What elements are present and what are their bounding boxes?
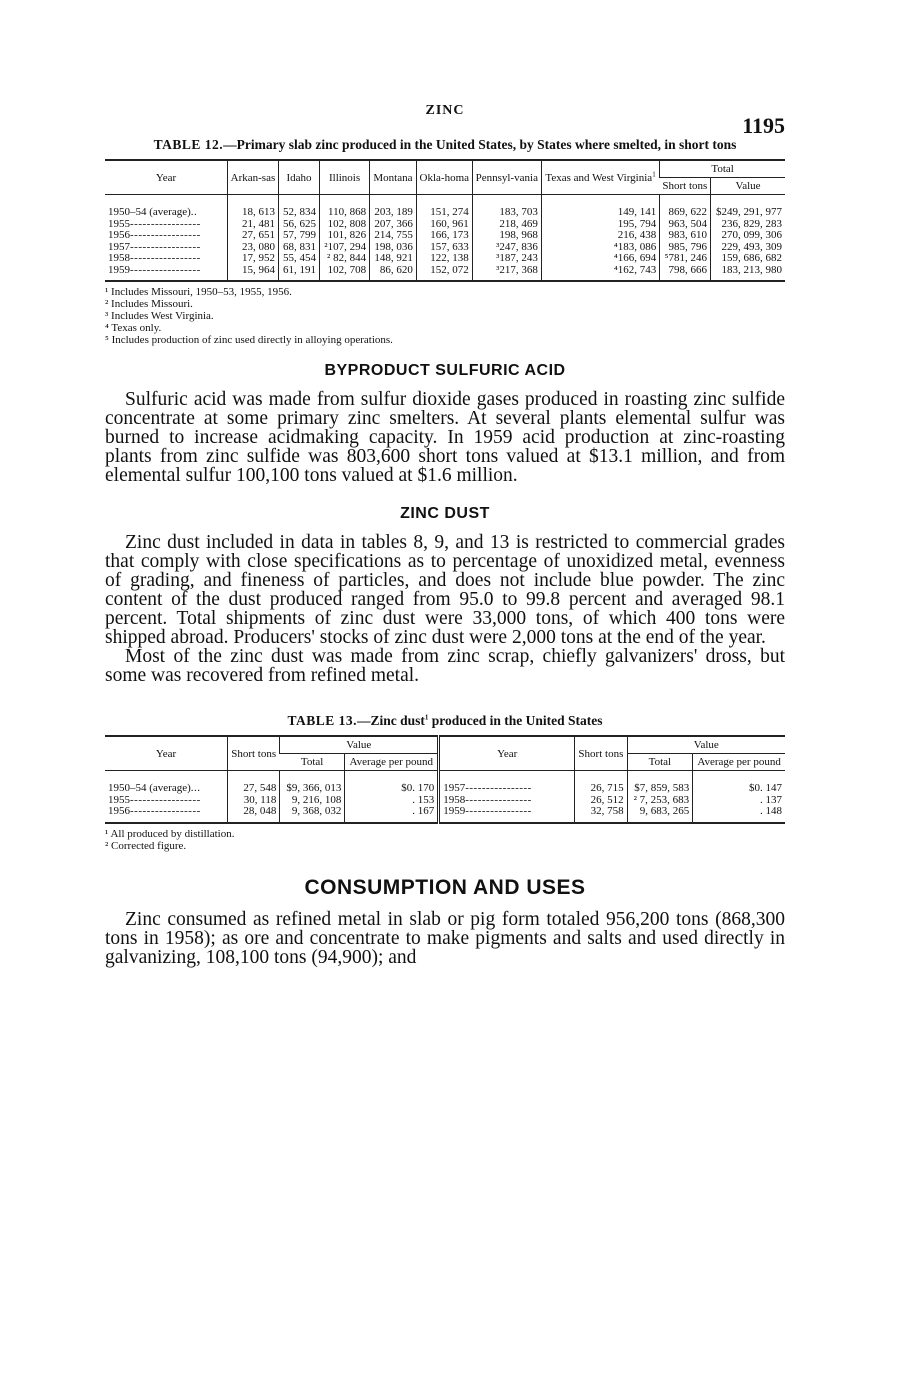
t13-year: 1950–54 (average)... xyxy=(108,782,201,794)
table13-caption xyxy=(105,713,785,729)
t12-cell: $249, 291, 977 xyxy=(710,195,785,219)
t12-year: 1950–54 (average).. xyxy=(108,206,198,218)
t12-cell: 198, 968 xyxy=(472,230,541,242)
t12-year: 1958----------------- xyxy=(108,252,201,264)
table-row xyxy=(105,253,785,265)
table-row xyxy=(105,265,785,282)
page-number: 1195 xyxy=(742,113,785,138)
t12-year: 1955----------------- xyxy=(108,217,201,230)
t12-cell: 15, 964 xyxy=(228,265,279,282)
t12-cell: ⁴166, 694 xyxy=(541,253,659,265)
t13-year-label: 1955 xyxy=(108,793,130,806)
t12-col-texas-wv xyxy=(541,160,659,195)
t12-cell: 160, 961 xyxy=(416,219,472,231)
table-row xyxy=(105,771,785,795)
t12-cell: 68, 831 xyxy=(278,242,319,254)
footnote: ² Corrected figure. xyxy=(105,839,187,852)
table12-caption-text: —Primary slab zinc produced in the United States, by States where smelted, in short tons xyxy=(223,137,737,152)
paragraph-consumption: Zinc consumed as refined metal in slab or pig form totaled 956,200 tons (868,300 tons in 1958); as ore and concentrate to make pigments and salts and used directly in galvanizing, 108,100 tons (94,900); and xyxy=(105,908,785,968)
t13-col-avg-left: Average per pound xyxy=(345,754,439,771)
t12-cell: 52, 834 xyxy=(278,195,319,219)
table-row xyxy=(105,806,785,823)
t12-cell: 27, 651 xyxy=(228,230,279,242)
t13-cell: . 137 xyxy=(693,795,785,807)
footnote: ¹ Includes Missouri, 1950–53, 1955, 1956. xyxy=(105,286,292,298)
t13-col-total-right: Total xyxy=(627,754,693,771)
t12-cell: 152, 072 xyxy=(416,265,472,282)
t12-cell: 983, 610 xyxy=(660,230,711,242)
t12-cell: 869, 622 xyxy=(660,195,711,219)
t12-cell: ²107, 294 xyxy=(320,242,370,254)
table13 xyxy=(105,735,785,824)
t12-cell: 18, 613 xyxy=(228,195,279,219)
t13-cell: 9, 683, 265 xyxy=(627,806,693,823)
t13-year-label: 1959 xyxy=(443,805,466,817)
t12-col-montana: Montana xyxy=(370,160,417,195)
t12-cell: 270, 099, 306 xyxy=(710,230,785,242)
t12-cell: 61, 191 xyxy=(278,265,319,282)
t12-col-total: Total xyxy=(660,160,785,178)
t13-cell: 9, 368, 032 xyxy=(280,806,345,823)
t13-cell: . 167 xyxy=(345,806,439,823)
t12-year-label: 1958 xyxy=(108,252,130,264)
t13-year: 1956----------------- xyxy=(105,806,228,823)
t12-year-label: 1957 xyxy=(108,240,130,253)
t12-year: 1959----------------- xyxy=(105,265,228,282)
table13-wrap xyxy=(105,713,785,852)
page xyxy=(105,95,785,967)
t12-col-illinois: Illinois xyxy=(320,160,370,195)
t12-col-oklahoma: Okla-homa xyxy=(416,160,472,195)
t12-cell: 23, 080 xyxy=(228,242,279,254)
t12-cell: 963, 504 xyxy=(660,219,711,231)
heading-sulfuric-acid: BYPRODUCT SULFURIC ACID xyxy=(324,362,566,379)
t13-cell: $7, 859, 583 xyxy=(627,771,693,795)
t13-col-value-right: Value xyxy=(627,736,785,754)
t12-year: 1957----------------- xyxy=(108,240,201,253)
t12-cell: 166, 173 xyxy=(416,230,472,242)
table-row xyxy=(105,230,785,242)
t12-cell: 102, 808 xyxy=(320,219,370,231)
paragraph-zinc-dust-1: Zinc dust included in data in tables 8, 9, and 13 is restricted to commercial grades that comply with close specifications as to percentage of unoxidized metal, evenness of grading, and fineness of particles, and does not include blue powder. The zinc content of the dust produced ranged from 95.0 to 99.8 percent and averaged 98.1 percent. Total shipments of zinc dust were 33,000 tons, of which 400 tons were shipped abroad. Producers' stocks of zinc dust were 2,000 tons at the end of the year. xyxy=(105,532,785,648)
paragraph-sulfuric-acid: Sulfuric acid was made from sulfur dioxide gases produced in roasting zinc sulfide concentrate at some primary zinc smelters. At several plants elemental sulfur was burned to increase acidmaking capacity. In 1959 acid production at zinc-roasting plants from zinc sulfide was 803,600 short tons valued at $13.1 million, and from elemental sulfur 100,100 tons valued at $1.6 million. xyxy=(105,389,785,486)
t12-cell: 101, 826 xyxy=(320,230,370,242)
t12-cell: 57, 799 xyxy=(278,230,319,242)
t12-cell: 195, 794 xyxy=(541,219,659,231)
t12-cell: ³187, 243 xyxy=(472,253,541,265)
t13-col-year-right: Year xyxy=(439,736,575,771)
t12-cell: 207, 366 xyxy=(370,219,417,231)
t13-year: 1959---------------- xyxy=(439,806,575,823)
t13-cell: . 148 xyxy=(693,806,785,823)
t13-year: 1958---------------- xyxy=(439,795,575,807)
t13-col-avg-right: Average per pound xyxy=(693,754,785,771)
t12-col-arkansas: Arkan-sas xyxy=(228,160,279,195)
t12-col-pennsylvania: Pennsyl-vania xyxy=(472,160,541,195)
t13-cell: 9, 216, 108 xyxy=(280,795,345,807)
t12-cell: ² 82, 844 xyxy=(320,253,370,265)
t13-cell: 26, 715 xyxy=(575,771,627,795)
t12-cell: 159, 686, 682 xyxy=(710,253,785,265)
t13-cell: $0. 170 xyxy=(345,771,439,795)
table13-caption-text: —Zinc dust xyxy=(356,713,425,728)
table-row xyxy=(105,195,785,219)
t12-year-label: 1955 xyxy=(108,217,130,230)
footnote: ¹ All produced by distillation. xyxy=(105,827,235,840)
t13-year-label: 1957 xyxy=(443,782,466,794)
t12-cell: 198, 036 xyxy=(370,242,417,254)
t12-cell: 21, 481 xyxy=(228,219,279,231)
t12-cell: 86, 620 xyxy=(370,265,417,282)
t12-cell: 110, 868 xyxy=(320,195,370,219)
t12-cell: ³247, 836 xyxy=(472,242,541,254)
t12-cell: ⁴162, 743 xyxy=(541,265,659,282)
table12 xyxy=(105,159,785,282)
t13-year-label: 1956 xyxy=(108,805,130,817)
t13-cell: $9, 366, 013 xyxy=(280,771,345,795)
footnote: ⁴ Texas only. xyxy=(105,322,162,334)
t13-cell: ² 7, 253, 683 xyxy=(627,795,693,807)
t12-col-texas-wv-sup: 1 xyxy=(652,169,656,178)
t12-col-value: Value xyxy=(710,178,785,195)
t13-col-year-left: Year xyxy=(105,736,228,771)
t13-year-label: 1958 xyxy=(443,793,466,806)
t12-cell: 149, 141 xyxy=(541,195,659,219)
t12-cell: 229, 493, 309 xyxy=(710,242,785,254)
t12-cell: 17, 952 xyxy=(228,253,279,265)
table12-footnotes xyxy=(105,286,785,346)
paragraph-zinc-dust-2: Most of the zinc dust was made from zinc scrap, chiefly galvanizers' dross, but some was recovered from refined metal. xyxy=(105,646,785,686)
t13-cell: 27, 548 xyxy=(228,771,280,795)
t12-cell: 183, 703 xyxy=(472,195,541,219)
t12-cell: 148, 921 xyxy=(370,253,417,265)
t12-cell: ³217, 368 xyxy=(472,265,541,282)
table13-caption-sup: 1 xyxy=(424,713,429,722)
heading-zinc-dust: ZINC DUST xyxy=(400,505,490,522)
t13-year-label: 1950–54 (average) xyxy=(108,782,191,794)
t12-cell: 183, 213, 980 xyxy=(710,265,785,282)
t12-cell: 203, 189 xyxy=(370,195,417,219)
t13-col-short-tons-left: Short tons xyxy=(228,736,280,771)
heading-consumption-and-uses: CONSUMPTION AND USES xyxy=(304,875,586,899)
footnote: ² Includes Missouri. xyxy=(105,298,193,310)
t12-cell: 56, 625 xyxy=(278,219,319,231)
t12-cell: 157, 633 xyxy=(416,242,472,254)
running-title: ZINC xyxy=(425,103,465,118)
t13-cell: 32, 758 xyxy=(575,806,627,823)
t12-cell: 798, 666 xyxy=(660,265,711,282)
table13-caption-suffix: produced in the United States xyxy=(428,713,603,728)
t13-col-short-tons-right: Short tons xyxy=(575,736,627,771)
t13-year: 1957---------------- xyxy=(439,771,575,795)
table13-footnotes xyxy=(105,828,785,852)
t12-cell: 55, 454 xyxy=(278,253,319,265)
t12-col-idaho: Idaho xyxy=(278,160,319,195)
t12-cell: 218, 469 xyxy=(472,219,541,231)
t12-cell: ⁵781, 246 xyxy=(660,253,711,265)
t12-year-label: 1959 xyxy=(108,263,130,276)
t12-year-label: 1956 xyxy=(108,229,130,241)
t12-cell: 122, 138 xyxy=(416,253,472,265)
t13-cell: $0. 147 xyxy=(693,771,785,795)
t12-col-year: Year xyxy=(105,160,228,195)
footnote: ³ Includes West Virginia. xyxy=(105,310,214,322)
t12-year: 1956----------------- xyxy=(108,229,201,241)
t12-cell: ⁴183, 086 xyxy=(541,242,659,254)
t13-cell: 26, 512 xyxy=(575,795,627,807)
t12-cell: 214, 755 xyxy=(370,230,417,242)
table12-caption-prefix: TABLE 12. xyxy=(153,137,224,152)
t12-cell: 151, 274 xyxy=(416,195,472,219)
t13-cell: . 153 xyxy=(345,795,439,807)
t12-cell: 236, 829, 283 xyxy=(710,219,785,231)
t13-cell: 28, 048 xyxy=(228,806,280,823)
t12-col-short-tons: Short tons xyxy=(660,178,711,195)
t12-cell: 216, 438 xyxy=(541,230,659,242)
t12-col-texas-wv-label: Texas and West Virginia xyxy=(545,171,653,184)
t13-cell: 30, 118 xyxy=(228,795,280,807)
table13-caption-prefix: TABLE 13. xyxy=(287,713,357,728)
table12-caption xyxy=(105,137,785,153)
t12-cell: 985, 796 xyxy=(660,242,711,254)
t12-year-label: 1950–54 (average) xyxy=(108,206,191,218)
t13-col-value-left: Value xyxy=(280,736,439,754)
t12-cell: 102, 708 xyxy=(320,265,370,282)
running-head xyxy=(105,95,785,138)
footnote: ⁵ Includes production of zinc used directly in alloying operations. xyxy=(105,334,393,346)
t13-year: 1955----------------- xyxy=(108,793,201,806)
t13-col-total-left: Total xyxy=(280,754,345,771)
